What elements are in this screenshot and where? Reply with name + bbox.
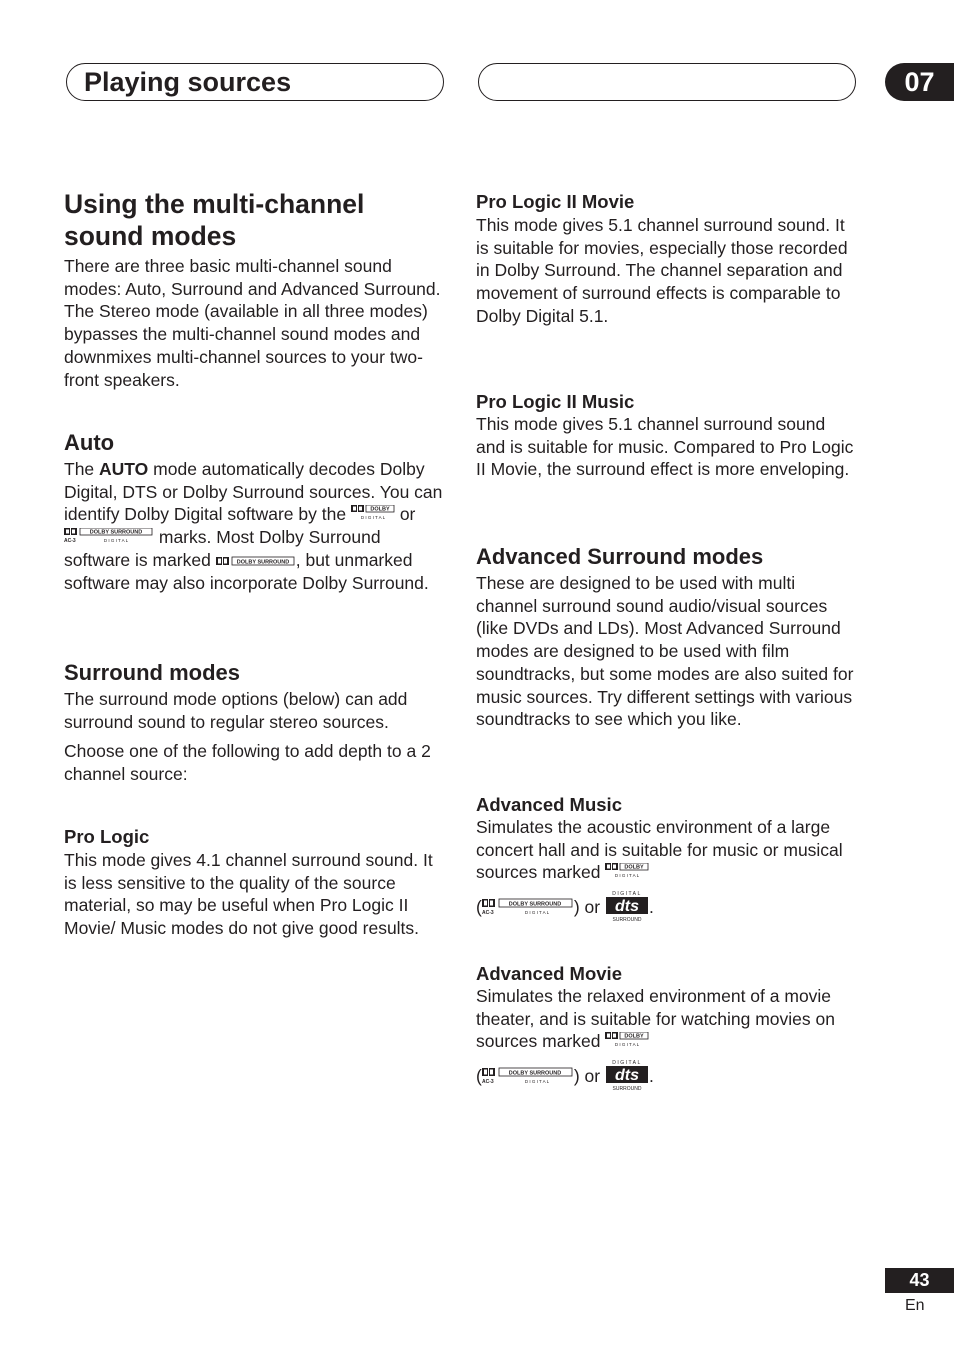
dts-logo-digital: DIGITAL [612, 1060, 642, 1066]
pl2-movie-heading: Pro Logic II Movie [476, 191, 635, 212]
dts-logo-surround: SURROUND [612, 917, 642, 922]
dolby-logo-digital: D I G I T A L [360, 515, 386, 521]
advanced-music-text: Simulates the acoustic environment of a large concert hall and is suitable for music or musical sources marked [476, 817, 843, 883]
dolby-surround-ac3-logo [64, 528, 154, 544]
advanced-music-paragraph [476, 816, 856, 884]
auto-the: The [64, 459, 95, 479]
open-paren: ( [476, 1066, 482, 1086]
pro-logic-heading: Pro Logic [64, 826, 150, 847]
dolby-digital-logo [351, 505, 395, 521]
period: . [648, 897, 654, 917]
advanced-music-logo-line [476, 890, 654, 922]
dts-logo-word: dts [614, 898, 639, 915]
auto-keyword: AUTO [99, 459, 149, 479]
ac3-logo-digital: D I G I T A L [524, 1079, 550, 1084]
advanced-surround-heading: Advanced Surround modes [476, 544, 764, 569]
advanced-movie-heading: Advanced Movie [476, 963, 622, 984]
advanced-movie-text: Simulates the relaxed environment of a movie theater, and is suitable for watching movies on sources marked [476, 986, 835, 1052]
header-pill-right [478, 63, 856, 101]
pro-logic-paragraph: This mode gives 4.1 channel surround sound. It is less sensitive to the quality of the source material, so may be useful when Pro Logic II Movie/ Music modes do not give good results. [64, 850, 433, 939]
ac3-logo-word: DOLBY SURROUND [508, 1070, 562, 1077]
auto-heading: Auto [64, 430, 115, 455]
ac3-logo-ac3: AC-3 [64, 538, 76, 545]
close-paren-or: ) or [573, 1066, 601, 1086]
auto-text-3: , but unmarked software may also incorporate Dolby Surround. [64, 549, 429, 593]
dts-logo-surround: SURROUND [612, 1086, 642, 1091]
advanced-movie-logo-line [476, 1059, 654, 1091]
advanced-movie-paragraph [476, 985, 856, 1053]
ac3-logo-digital: D I G I T A L [103, 538, 129, 544]
dolby-logo-digital: D I G I T A L [615, 873, 640, 879]
open-paren: ( [476, 897, 482, 917]
page-number: 43 [885, 1268, 954, 1293]
auto-paragraph [64, 458, 444, 594]
section-title: Playing sources [84, 67, 292, 97]
dolby-surround-ac3-logo [482, 898, 574, 916]
dolby-digital-logo [605, 863, 649, 879]
surround-paragraph-2: Choose one of the following to add depth to a 2 channel source: [64, 741, 431, 784]
surround-paragraph-1: The surround mode options (below) can add surround sound to regular stereo sources. [64, 689, 408, 732]
dolby-logo-word: DOLBY [370, 507, 390, 514]
dts-logo [605, 890, 649, 922]
ac3-logo-ac3: AC-3 [481, 1079, 494, 1085]
language-code: En [905, 1297, 925, 1314]
pl2-movie-paragraph: This mode gives 5.1 channel surround sound. It is suitable for movies, especially those recorded in Dolby Surround. The channel separation and movement of surround effects is comparable to Dolby Digital 5.1. [476, 215, 848, 326]
auto-or: or [399, 504, 416, 525]
chapter-number: 07 [885, 63, 954, 101]
dolby-logo-digital: D I G I T A L [615, 1042, 640, 1048]
ac3-logo-word: DOLBY SURROUND [508, 901, 562, 908]
dolby-digital-logo [605, 1032, 649, 1048]
auto-text-1: mode automatically decodes Dolby Digital, DTS or Dolby Surround sources. You can identify Dolby Digital software by the [64, 459, 443, 525]
pl2-music-paragraph: This mode gives 5.1 channel surround sound and is suitable for music. Compared to Pro Logic II Movie, the surround effect is more enveloping. [476, 414, 854, 480]
advanced-surround-paragraph: These are designed to be used with multi channel surround sound audio/visual sources (like DVDs and LDs). Most Advanced Surround modes are designed to be used with film soundtracks, but some modes are also suited for music sources. Try different settings with various soundtracks to see which you like. [476, 573, 854, 730]
pl2-music-heading: Pro Logic II Music [476, 391, 635, 412]
dts-logo-word: dts [614, 1067, 639, 1084]
dolby-logo-word: DOLBY [624, 865, 644, 872]
surround-modes-heading: Surround modes [64, 660, 241, 685]
advanced-music-heading: Advanced Music [476, 794, 622, 815]
dolby-surround-logo [216, 556, 296, 567]
intro-paragraph: There are three basic multi-channel sound modes: Auto, Surround and Advanced Surround. The Stereo mode (available in all three modes) bypasses the multi-channel sound modes and downmixes multi-channel sources to your two-front speakers. [64, 256, 441, 390]
dts-logo-digital: DIGITAL [612, 891, 642, 897]
auto-text-2: marks. Most Dolby Surround software is marked [64, 527, 381, 570]
ac3-logo-word: DOLBY SURROUND [89, 529, 143, 536]
close-paren-or: ) or [573, 897, 601, 917]
page-title: Using the multi-channel sound modes [64, 189, 365, 251]
dts-logo [605, 1059, 649, 1091]
dolby-logo-word: DOLBY [624, 1034, 644, 1041]
dolby-surround-ac3-logo [482, 1067, 574, 1085]
ac3-logo-ac3: AC-3 [481, 910, 494, 916]
period: . [648, 1066, 654, 1086]
surround-logo-word: DOLBY SURROUND [236, 559, 289, 566]
ac3-logo-digital: D I G I T A L [524, 910, 550, 915]
